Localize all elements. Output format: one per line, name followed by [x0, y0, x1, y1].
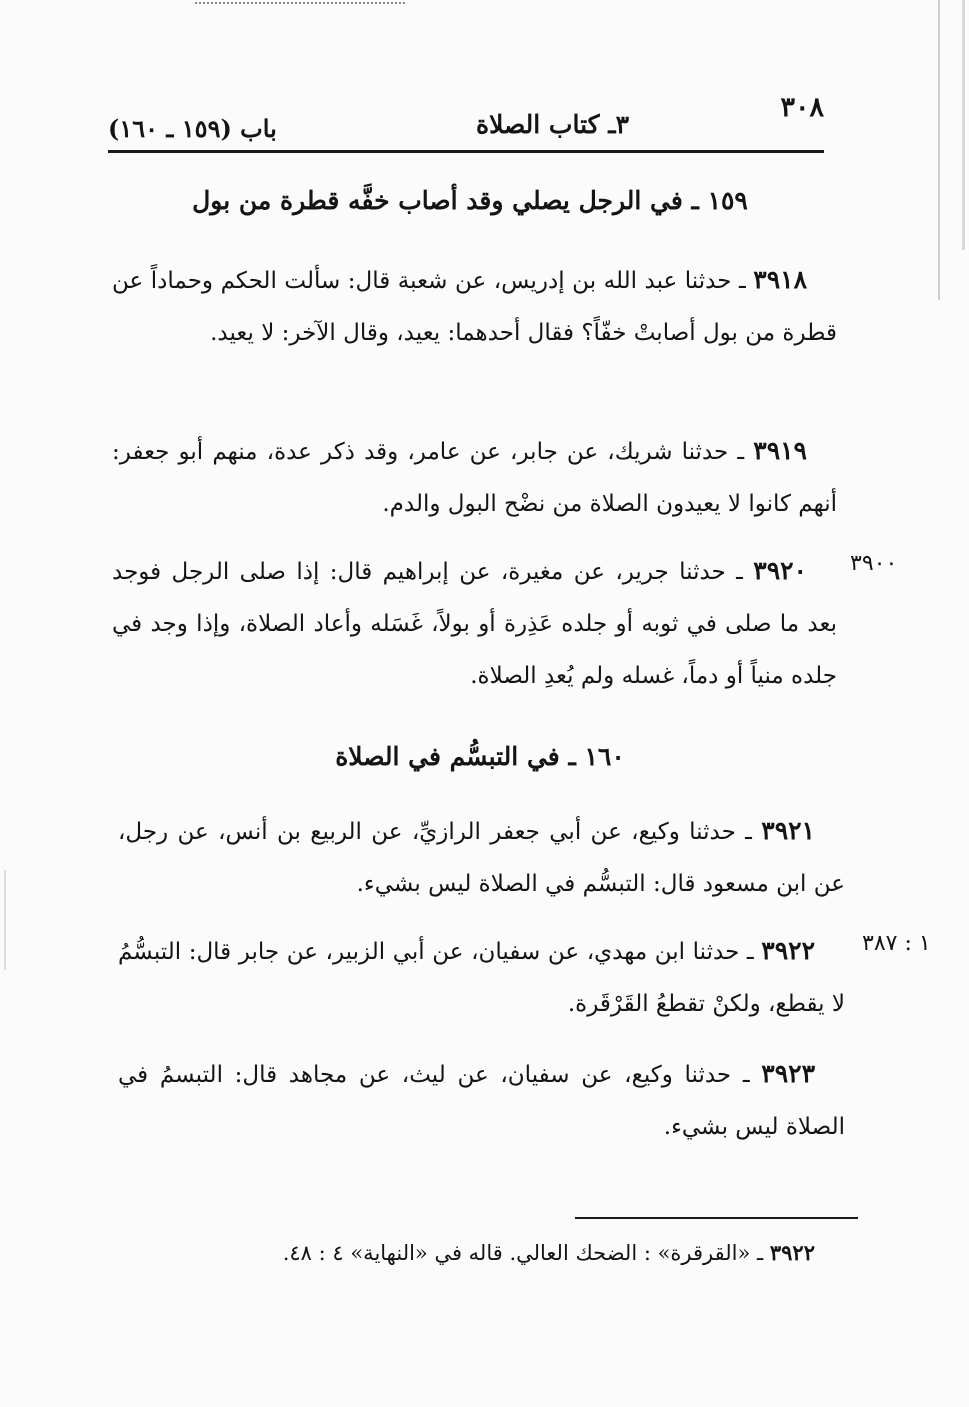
hadith-3922: [118, 925, 845, 1030]
scan-mark: [4, 870, 6, 970]
footnote-number: ٣٩٢٢: [769, 1240, 815, 1265]
hadith-number: ٣٩٢٣: [761, 1059, 815, 1088]
top-dotted-edge: [195, 2, 405, 4]
footnote-text: «القرقرة» : الضحك العالي. قاله في «النهاية» ٤ : ٤٨.: [282, 1241, 751, 1265]
hadith-number: ٣٩١٨: [753, 265, 807, 294]
hadith-3923: [118, 1048, 845, 1153]
hadith-text: حدثنا ابن مهدي، عن سفيان، عن أبي الزبير، عن جابر قال: التبسُّمُ لا يقطع، ولكنْ تقطعُ القَرْقَرة.: [118, 939, 845, 1017]
hadith-number: ٣٩٢٠: [753, 556, 807, 585]
hadith-text: حدثنا وكيع، عن أبي جعفر الرازيِّ، عن الربيع بن أنس، عن رجل، عن ابن مسعود قال: التبسُّم في الصلاة ليس بشيء.: [118, 819, 845, 897]
hadith-separator: ـ: [731, 1062, 762, 1088]
footnote: [282, 1240, 815, 1265]
chapter-range: باب (١٥٩ ـ ١٦٠): [108, 114, 277, 143]
hadith-number: ٣٩٢٢: [761, 936, 815, 965]
hadith-3918: [112, 254, 837, 359]
hadith-number: ٣٩٢١: [761, 816, 815, 845]
margin-reference: ١ : ٣٨٧: [862, 931, 931, 956]
section-heading-159: ١٥٩ ـ في الرجل يصلي وقد أصاب خفَّه قطرة من بول: [192, 186, 748, 215]
page-edge-line: [938, 0, 940, 300]
book-title: ٣ـ كتاب الصلاة: [475, 110, 629, 139]
hadith-text: حدثنا عبد الله بن إدريس، عن شعبة قال: سألت الحكم وحماداً عن قطرة من بول أصابتْ خفّاً؟ فقال أحدهما: يعيد، وقال الآخر: لا يعيد.: [112, 268, 837, 346]
hadith-separator: ـ: [725, 559, 754, 585]
hadith-3920: [112, 545, 837, 702]
header-rule: [108, 150, 824, 153]
hadith-separator: ـ: [739, 939, 762, 965]
hadith-3919: [112, 425, 837, 530]
hadith-text: حدثنا جرير، عن مغيرة، عن إبراهيم قال: إذا صلى الرجل فوجد بعد ما صلى في ثوبه أو جلده عَذِرة أو بولاً، غَسَله وأعاد الصلاة، وإذا وجد في جلده منياً أو دماً، غسله ولم يُعدِ الصلاة.: [112, 559, 837, 689]
hadith-separator: ـ: [735, 819, 762, 845]
margin-reference: ٣٩٠٠: [850, 551, 898, 576]
footnote-separator: ـ: [750, 1241, 770, 1265]
running-header: [108, 92, 824, 152]
footnote-rule: [575, 1217, 858, 1219]
hadith-separator: ـ: [731, 268, 754, 294]
hadith-number: ٣٩١٩: [753, 436, 807, 465]
hadith-text: حدثنا شريك، عن جابر، عن عامر، وقد ذكر عدة، منهم أبو جعفر: أنهم كانوا لا يعيدون الصلاة من نضْح البول والدم.: [112, 439, 837, 517]
hadith-separator: ـ: [728, 439, 754, 465]
hadith-3921: [118, 805, 845, 910]
section-heading-160: ١٦٠ ـ في التبسُّم في الصلاة: [335, 742, 625, 771]
page-number: ٣٠٨: [780, 92, 824, 123]
page-edge-shadow: [962, 0, 965, 250]
hadith-text: حدثنا وكيع، عن سفيان، عن ليث، عن مجاهد قال: التبسمُ في الصلاة ليس بشيء.: [118, 1062, 845, 1140]
